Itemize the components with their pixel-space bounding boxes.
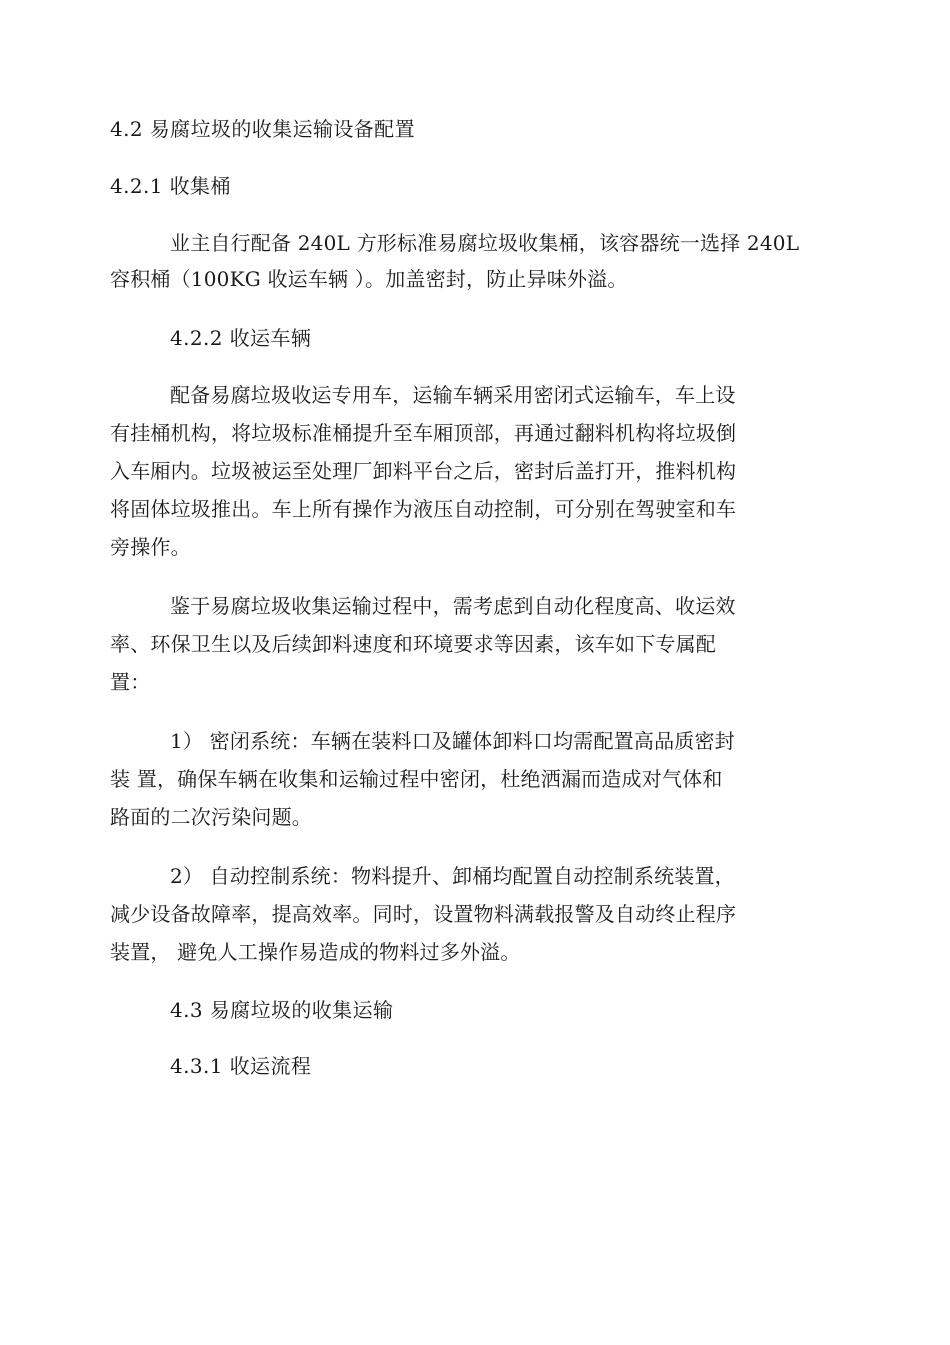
- paragraph-line: 率、环保卫生以及后续卸料速度和环境要求等因素，该车如下专属配: [110, 632, 716, 656]
- paragraph-line: 容积桶（100KG 收运车辆 ）。加盖密封，防止异味外溢。: [110, 267, 628, 291]
- list-item-line: 减少设备故障率，提高效率。同时，设置物料满载报警及自动终止程序: [110, 902, 737, 926]
- list-item-line: 路面的二次污染问题。: [110, 805, 312, 829]
- paragraph-line: 将固体垃圾推出。车上所有操作为液压自动控制，可分别在驾驶室和车: [110, 497, 737, 521]
- section-heading-4-2-2: 4.2.2 收运车辆: [170, 326, 312, 350]
- paragraph-line: 有挂桶机构，将垃圾标准桶提升至车厢顶部，再通过翻料机构将垃圾倒: [110, 421, 737, 445]
- paragraph-line: 鉴于易腐垃圾收集运输过程中，需考虑到自动化程度高、收运效: [170, 594, 736, 618]
- section-heading-4-3: 4.3 易腐垃圾的收集运输: [170, 998, 394, 1022]
- list-item-line: 1） 密闭系统：车辆在装料口及罐体卸料口均需配置高品质密封: [170, 729, 735, 753]
- paragraph-line: 置：: [110, 670, 151, 694]
- section-heading-4-2: 4.2 易腐垃圾的收集运输设备配置: [110, 117, 415, 141]
- paragraph-line: 旁操作。: [110, 535, 191, 559]
- paragraph-line: 入车厢内。垃圾被运至处理厂卸料平台之后，密封后盖打开，推料机构: [110, 459, 737, 483]
- section-heading-4-2-1: 4.2.1 收集桶: [110, 174, 231, 198]
- paragraph-line: 业主自行配备 240L 方形标准易腐垃圾收集桶，该容器统一选择 240L: [170, 231, 800, 255]
- paragraph-line: 配备易腐垃圾收运专用车，运输车辆采用密闭式运输车，车上设: [170, 383, 736, 407]
- list-item-line: 装置， 避免人工操作易造成的物料过多外溢。: [110, 940, 521, 964]
- section-heading-4-3-1: 4.3.1 收运流程: [170, 1054, 312, 1078]
- list-item-line: 装 置，确保车辆在收集和运输过程中密闭，杜绝洒漏而造成对气体和: [110, 767, 723, 791]
- list-item-line: 2） 自动控制系统：物料提升、卸桶均配置自动控制系统装置，: [170, 864, 735, 888]
